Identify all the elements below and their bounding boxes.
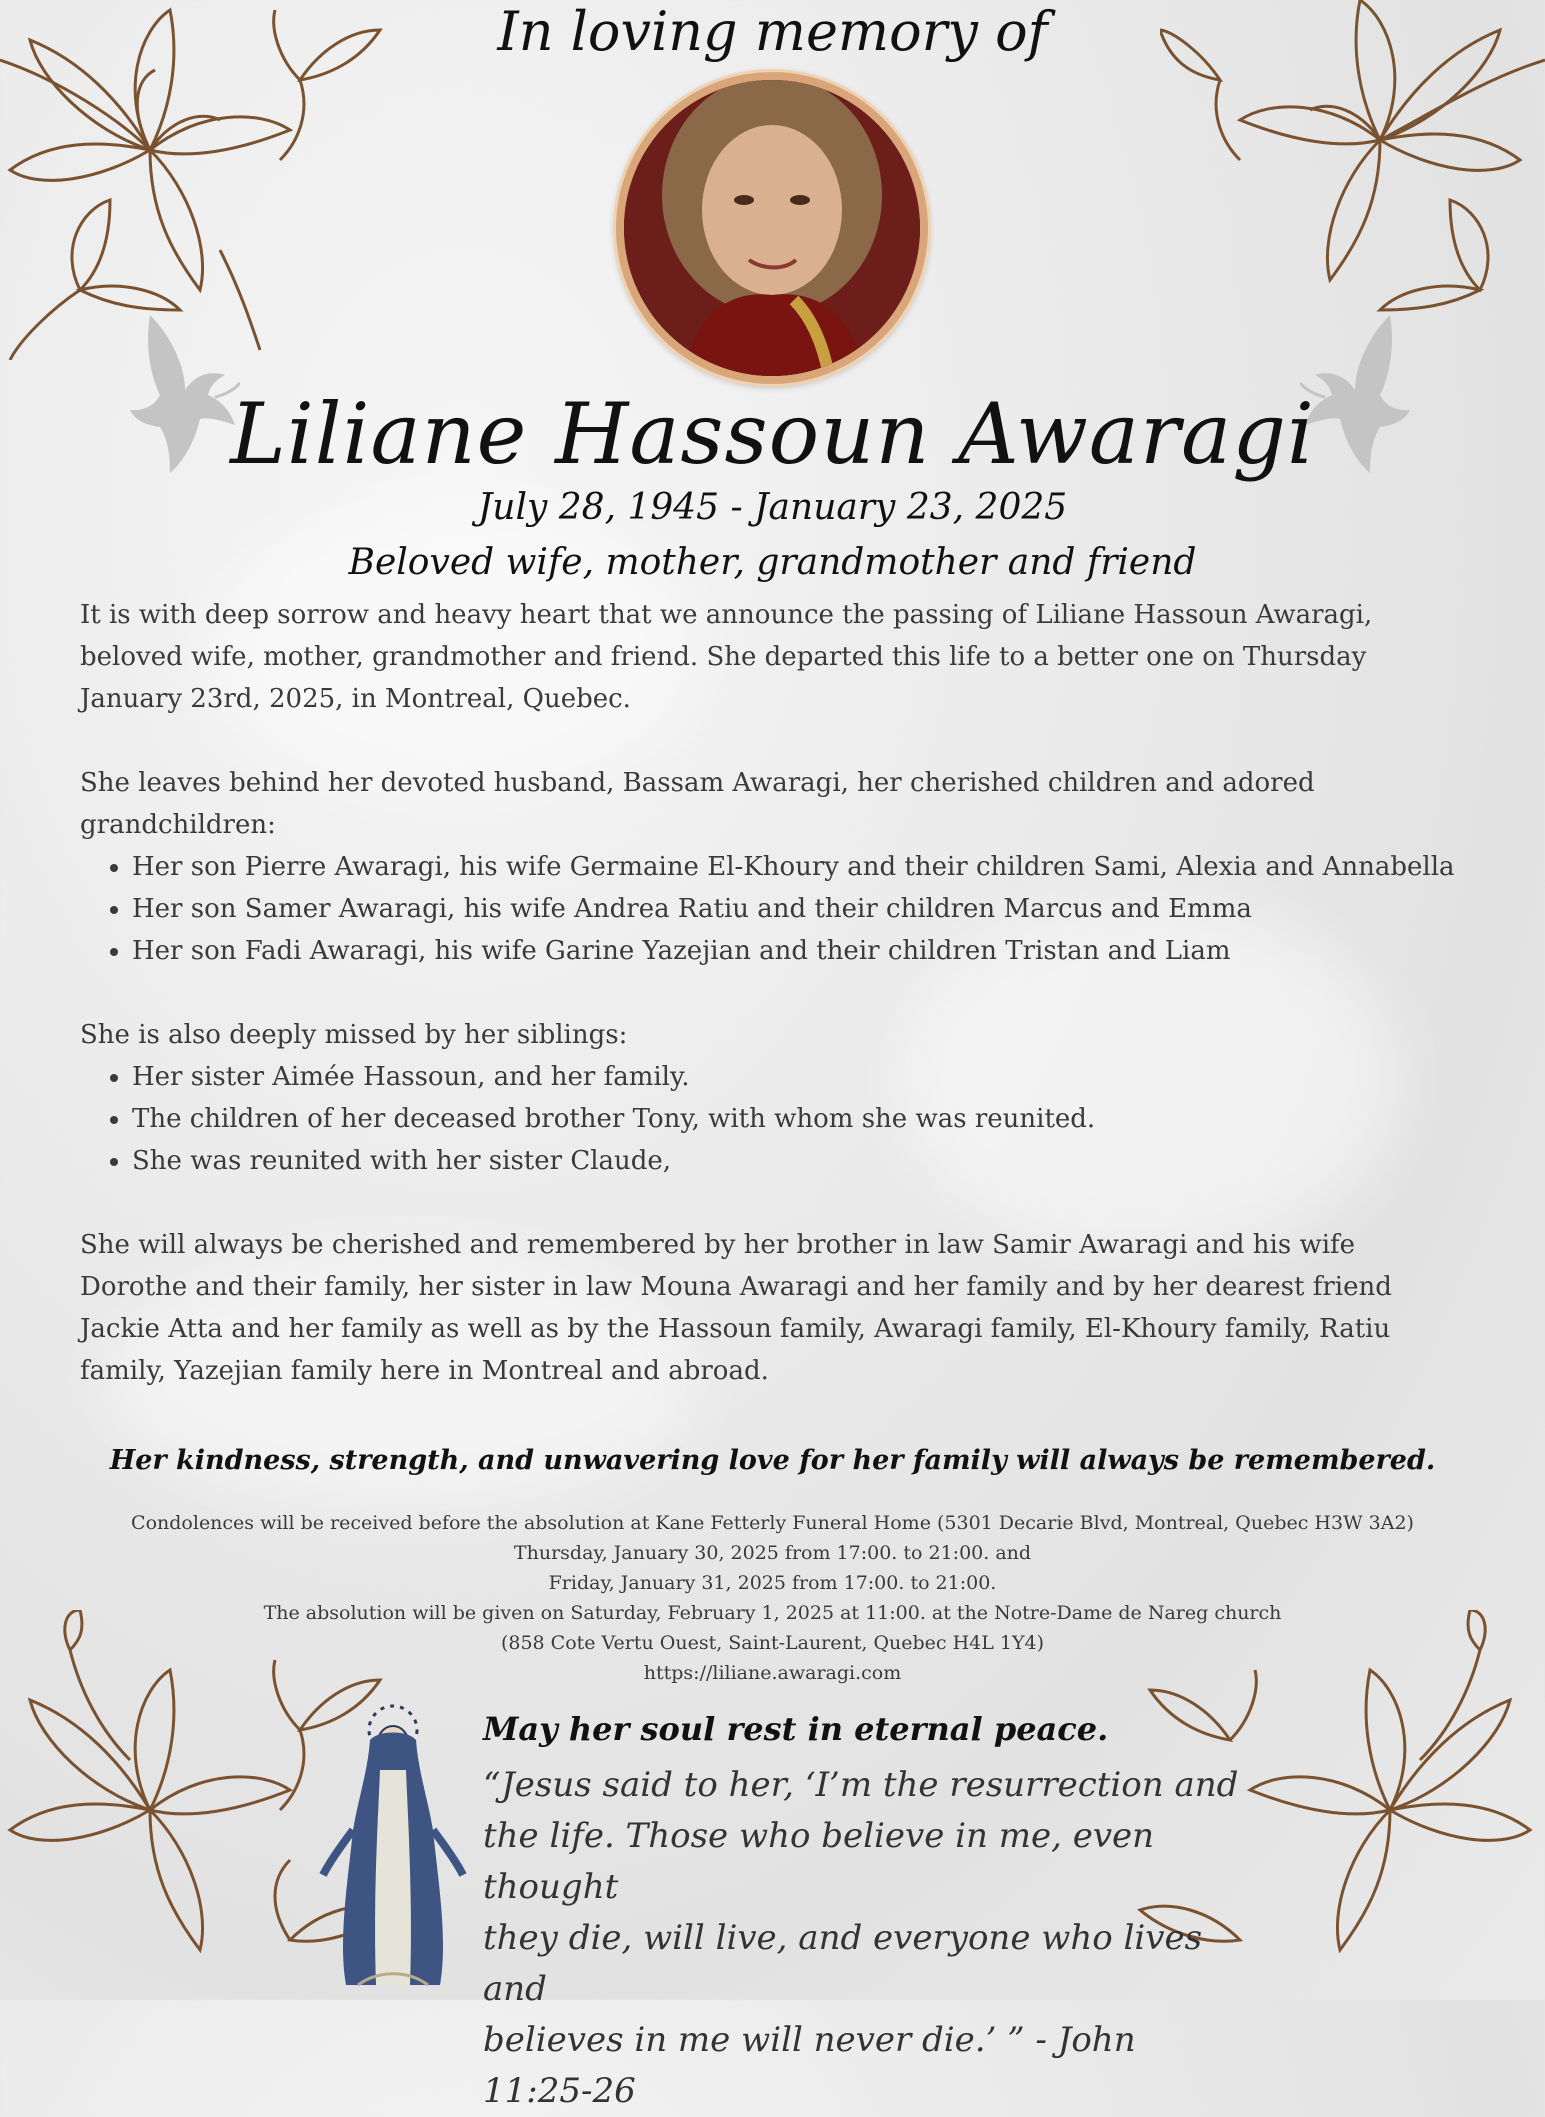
siblings-intro: She is also deeply missed by her siblings: — [80, 1020, 628, 1050]
absolution-line: The absolution will be given on Saturday, February 1, 2025 at 11:00. at the Notre-Dame de Nareg church — [263, 1602, 1282, 1624]
visitation-date-1: Thursday, January 30, 2025 from 17:00. to 21:00. and — [513, 1542, 1032, 1564]
family-intro: She leaves behind her devoted husband, Bassam Awaragi, her cherished children and adored grandchildren: — [80, 768, 1315, 840]
condolences-line: Condolences will be received before the absolution at Kane Fetterly Funeral Home (5301 Decarie Blvd, Montreal, Quebec H3W 3A2) — [131, 1512, 1414, 1534]
life-dates: July 28, 1945 - January 23, 2025 — [477, 487, 1068, 528]
verse-line: they die, will live, and everyone who lives and — [483, 1918, 1203, 2009]
obituary-body — [80, 594, 1460, 1392]
list-item: • Her sister Aimée Hassoun, and her family. — [132, 1056, 1460, 1098]
list-item: • She was reunited with her sister Claude, — [132, 1140, 1460, 1182]
list-item: • The children of her deceased brother Tony, with whom she was reunited. — [132, 1098, 1460, 1140]
visitation-date-2: Friday, January 31, 2025 from 17:00. to 21:00. — [548, 1572, 997, 1594]
children-list — [80, 846, 1460, 972]
eternal-peace-line: May her soul rest in eternal peace. — [483, 1710, 1109, 1748]
remembered-statement: Her kindness, strength, and unwavering love for her family will always be remembered. — [109, 1445, 1436, 1476]
list-item: • Her son Samer Awaragi, his wife Andrea Ratiu and their children Marcus and Emma — [132, 888, 1460, 930]
memorial-website-link[interactable]: https://liliane.awaragi.com — [643, 1662, 902, 1684]
deceased-name: Liliane Hassoun Awaragi — [230, 385, 1315, 483]
verse-line: “Jesus said to her, ‘I’m the resurrection and — [483, 1765, 1239, 1805]
announcement-paragraph: It is with deep sorrow and heavy heart that we announce the passing of Liliane Hassoun Awaragi, beloved wife, mother, grandmother and friend. She departed this life to a better one on Thursday January 23rd, 2025, in Montreal, Quebec. — [80, 600, 1373, 714]
list-item: • Her son Fadi Awaragi, his wife Garine Yazejian and their children Tristan and Liam — [132, 930, 1460, 972]
tagline: Beloved wife, mother, grandmother and friend — [348, 542, 1197, 583]
service-details — [0, 1508, 1545, 1688]
in-loving-memory-heading: In loving memory of — [497, 0, 1048, 63]
siblings-list — [80, 1056, 1460, 1182]
bible-verse — [483, 1760, 1243, 2117]
verse-line: believes in me will never die.’ ” - John 11:25-26 — [483, 2020, 1136, 2111]
portrait-photo — [616, 72, 928, 384]
church-address: (858 Cote Vertu Ouest, Saint-Laurent, Quebec H4L 1Y4) — [500, 1632, 1045, 1654]
virgin-mary-image — [318, 1700, 468, 1990]
closing-paragraph: She will always be cherished and remembered by her brother in law Samir Awaragi and his wife Dorothe and their family, her sister in law Mouna Awaragi and her family and by her dearest friend Jackie Atta and her family as well as by the Hassoun family, Awaragi family, El-Khoury family, Ratiu family, Yazejian family here in Montreal and abroad. — [80, 1230, 1392, 1386]
list-item: • Her son Pierre Awaragi, his wife Germaine El-Khoury and their children Sami, Alexia and Annabella — [132, 846, 1460, 888]
verse-line: the life. Those who believe in me, even thought — [483, 1816, 1155, 1907]
